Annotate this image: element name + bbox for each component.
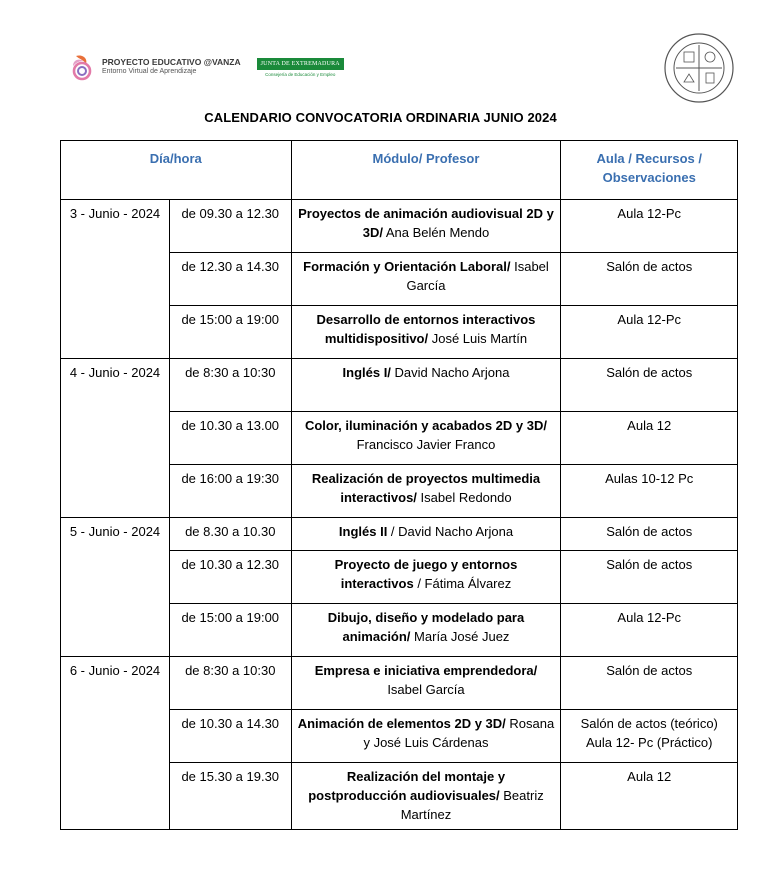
module-title: Color, iluminación y acabados 2D y 3D/: [304, 418, 547, 433]
document-title: CALENDARIO CONVOCATORIA ORDINARIA JUNIO 2024: [204, 110, 557, 125]
header-logos: [70, 50, 344, 84]
room-cell: Salón de actos (teórico) Aula 12- Pc (Práctico): [561, 710, 738, 763]
module-title: Formación y Orientación Laboral/: [303, 259, 511, 274]
module-title: Empresa e iniciativa emprendedora/: [314, 663, 538, 678]
hour-cell: de 10.30 a 12.30: [170, 551, 291, 604]
room-cell: Salón de actos: [561, 551, 738, 604]
header-resources: Aula / Recursos / Observaciones: [561, 141, 738, 200]
table-row: [61, 200, 738, 253]
day-cell: 6 - Junio - 2024: [61, 657, 170, 830]
module-cell: [291, 710, 561, 763]
avanza-subtitle: Entorno Virtual de Aprendizaje: [102, 68, 197, 75]
teacher-name: Beatriz Martínez: [400, 788, 544, 822]
avanza-title: PROYECTO EDUCATIVO @VANZA: [102, 57, 241, 67]
teacher-name: Isabel Redondo: [416, 490, 512, 505]
room-cell: Aula 12-Pc: [561, 306, 738, 359]
room-cell: Aula 12-Pc: [561, 200, 738, 253]
teacher-name: Rosana y José Luis Cárdenas: [363, 716, 555, 750]
module-cell: [291, 604, 561, 657]
module-title: Realización de proyectos multimedia interactivos/: [311, 471, 541, 505]
module-title: Proyecto de juego y entornos interactivos: [334, 557, 518, 591]
header-day-hour: Día/hora: [61, 141, 292, 200]
module-title: Inglés I/: [342, 365, 391, 380]
module-cell: [291, 657, 561, 710]
room-cell: Salón de actos: [561, 253, 738, 306]
junta-sub: Consejería de Educación y Empleo: [265, 71, 336, 77]
hour-cell: de 15.30 a 19.30: [170, 763, 291, 830]
module-cell: [291, 306, 561, 359]
teacher-name: Francisco Javier Franco: [356, 437, 496, 452]
room-cell: Salón de actos: [561, 359, 738, 412]
module-title: Animación de elementos 2D y 3D/: [297, 716, 506, 731]
avanza-text: [102, 57, 241, 77]
table-row: [61, 359, 738, 412]
hour-cell: de 09.30 a 12.30: [170, 200, 291, 253]
room-cell: Aulas 10-12 Pc: [561, 465, 738, 518]
exam-schedule-table: [60, 140, 738, 830]
teacher-name: José Luis Martín: [428, 331, 528, 346]
teacher-name: Ana Belén Mendo: [382, 225, 490, 240]
teacher-name: Isabel García: [406, 259, 549, 293]
room-cell: Aula 12-Pc: [561, 604, 738, 657]
school-seal-icon: [660, 32, 738, 104]
module-cell: [291, 763, 561, 830]
hour-cell: de 8.30 a 10.30: [170, 518, 291, 551]
room-cell: Salón de actos: [561, 518, 738, 551]
module-title: Dibujo, diseño y modelado para animación/: [327, 610, 525, 644]
module-cell: [291, 465, 561, 518]
module-title: Proyectos de animación audiovisual 2D y 3D/: [298, 206, 554, 240]
table-row: [61, 518, 738, 551]
room-cell: Aula 12: [561, 763, 738, 830]
module-title: Desarrollo de entornos interactivos multidispositivo/: [316, 312, 536, 346]
module-title: Inglés II: [338, 524, 388, 539]
room-cell: Salón de actos: [561, 657, 738, 710]
teacher-name: Isabel García: [387, 682, 465, 697]
day-cell: 5 - Junio - 2024: [61, 518, 170, 657]
hour-cell: de 15:00 a 19:00: [170, 306, 291, 359]
module-cell: [291, 551, 561, 604]
teacher-name: / Fátima Álvarez: [413, 576, 512, 591]
teacher-name: María José Juez: [410, 629, 510, 644]
hour-cell: de 15:00 a 19:00: [170, 604, 291, 657]
teacher-name: David Nacho Arjona: [390, 365, 510, 380]
teacher-name: / David Nacho Arjona: [387, 524, 514, 539]
hour-cell: de 8:30 a 10:30: [170, 359, 291, 412]
hour-cell: de 10.30 a 13.00: [170, 412, 291, 465]
hour-cell: de 12.30 a 14.30: [170, 253, 291, 306]
header-module: Módulo/ Profesor: [291, 141, 561, 200]
hour-cell: de 16:00 a 19:30: [170, 465, 291, 518]
room-cell: Aula 12: [561, 412, 738, 465]
module-cell: [291, 412, 561, 465]
hour-cell: de 8:30 a 10:30: [170, 657, 291, 710]
junta-logo: [257, 58, 344, 77]
day-cell: 3 - Junio - 2024: [61, 200, 170, 359]
hour-cell: de 10.30 a 14.30: [170, 710, 291, 763]
module-cell: [291, 253, 561, 306]
avanza-logo-icon: [70, 52, 96, 82]
module-cell: [291, 359, 561, 412]
module-title: Realización del montaje y postproducción audiovisuales/: [308, 769, 506, 803]
table-row: [61, 657, 738, 710]
module-cell: [291, 200, 561, 253]
day-cell: 4 - Junio - 2024: [61, 359, 170, 518]
module-cell: [291, 518, 561, 551]
table-header-row: [61, 141, 738, 200]
junta-label: JUNTA DE EXTREMADURA: [257, 58, 344, 70]
